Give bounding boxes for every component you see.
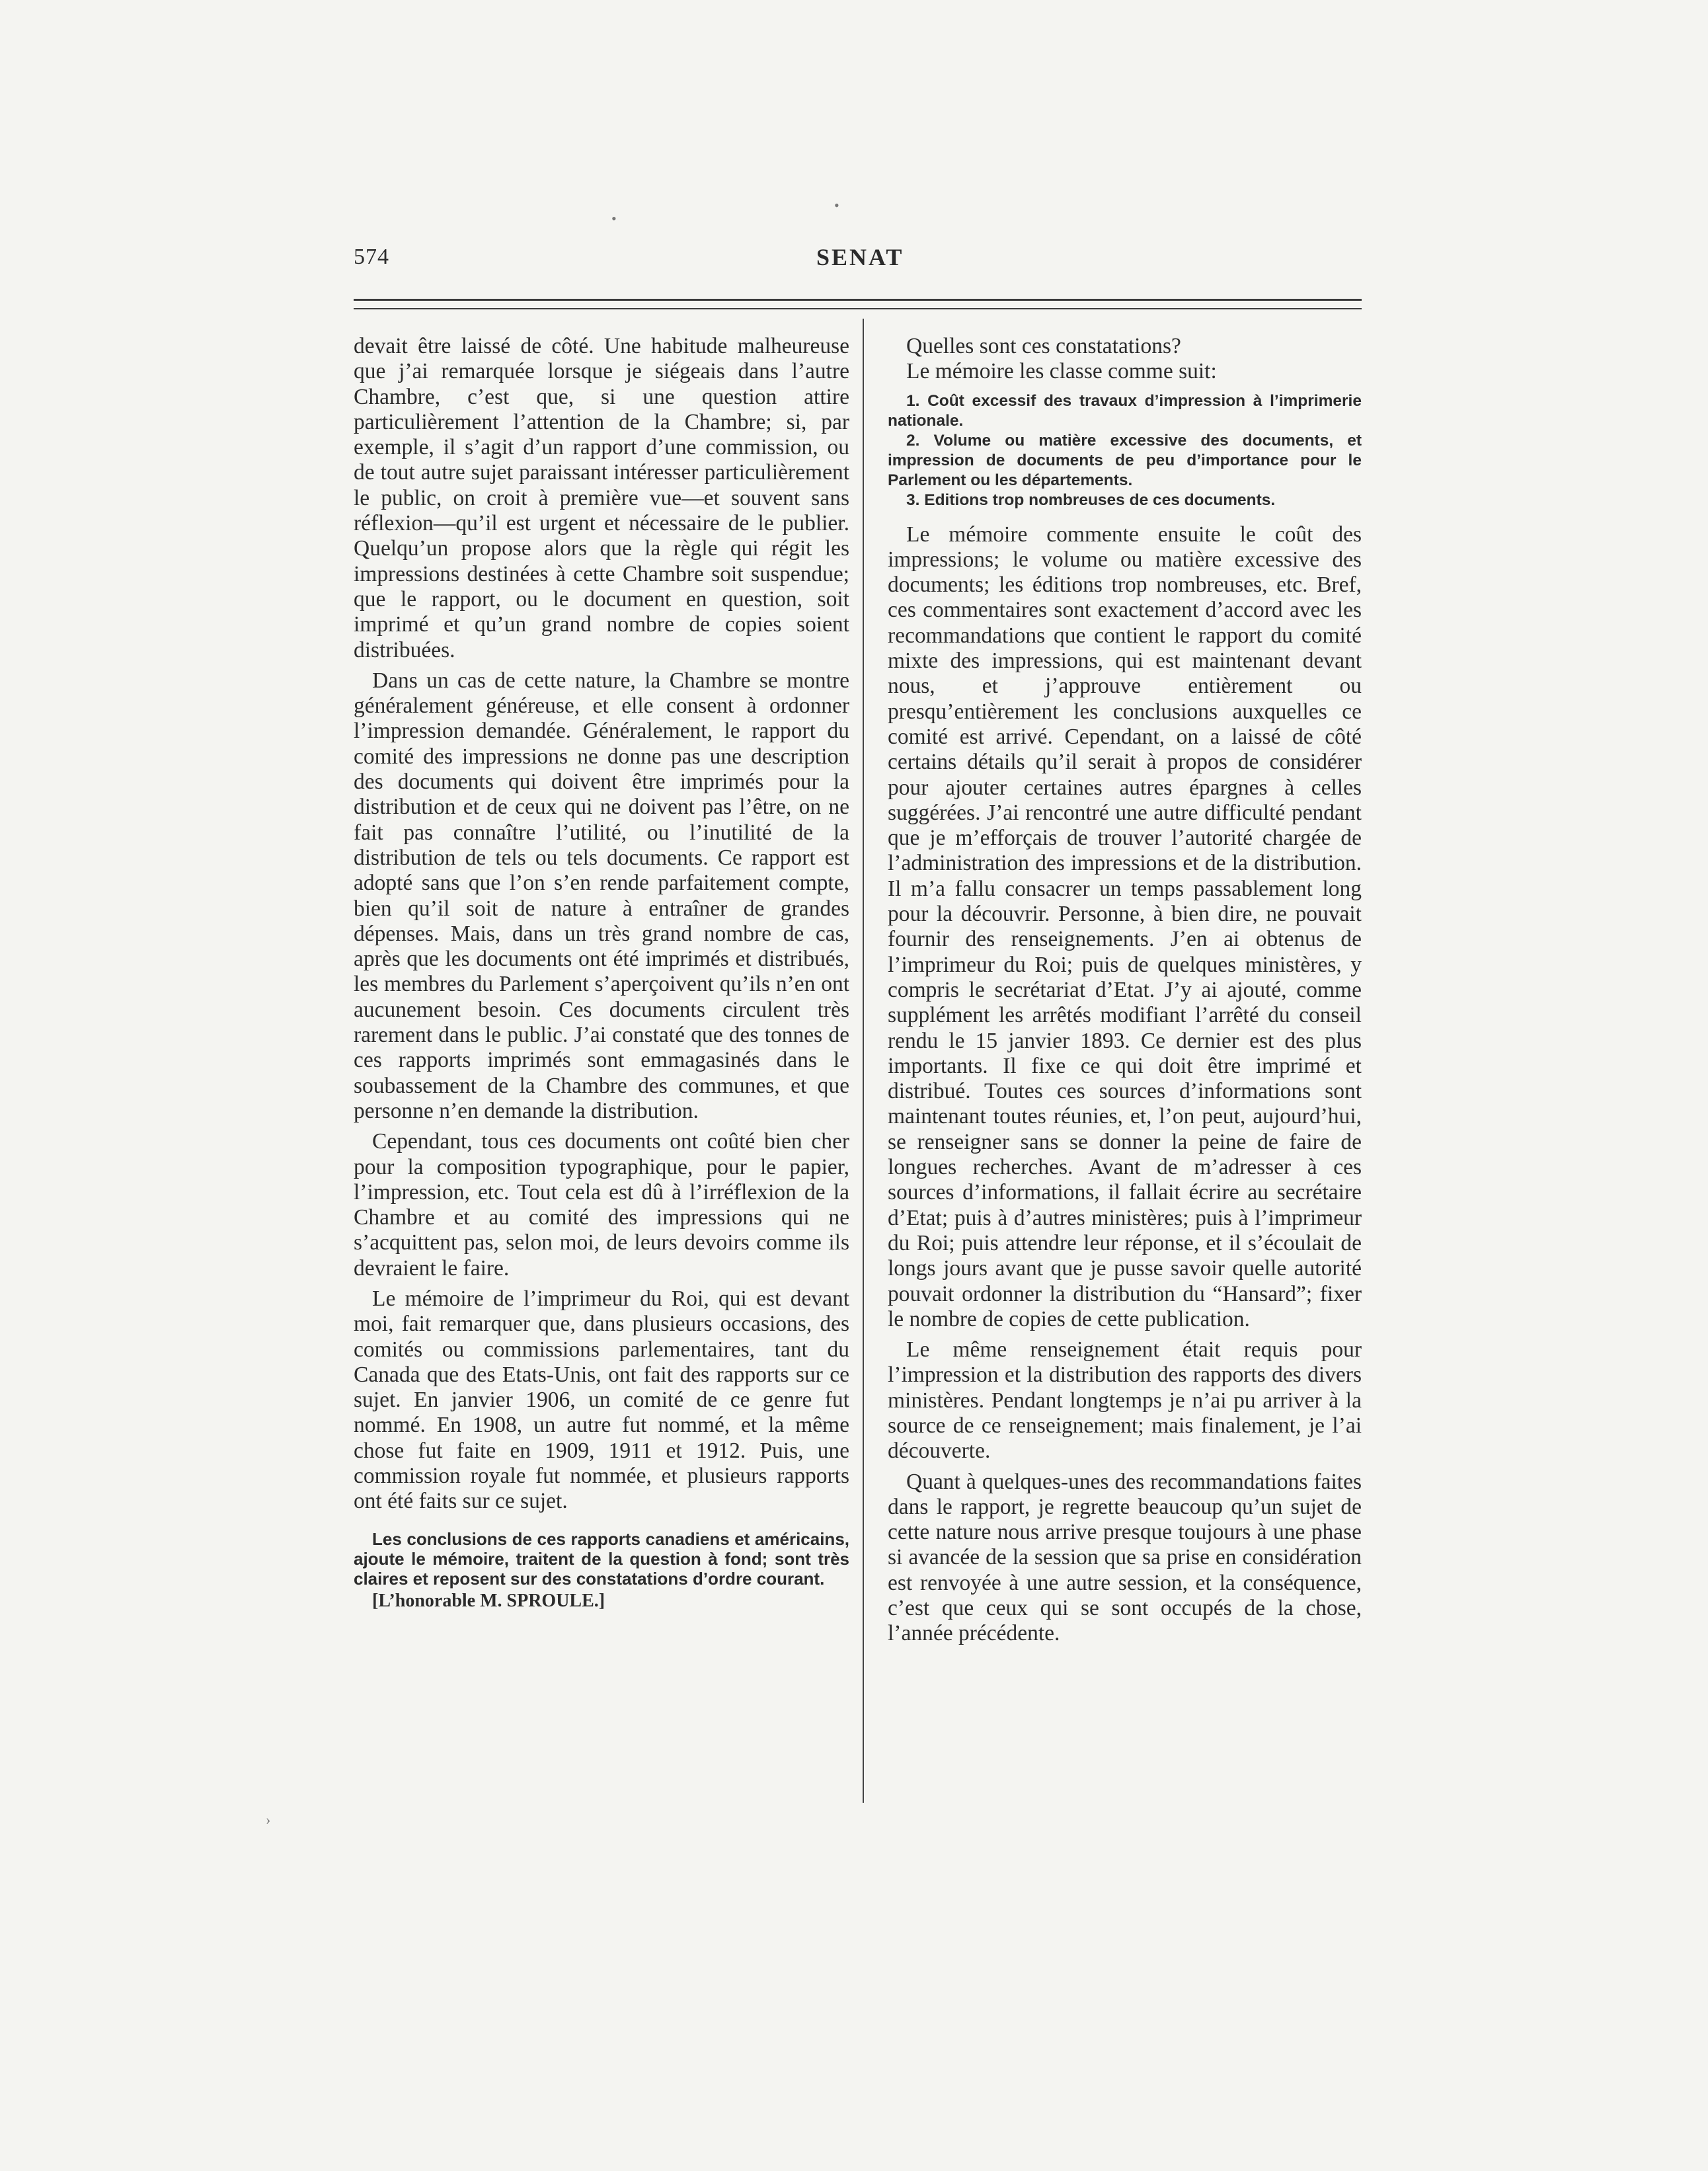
body-paragraph: devait être laissé de côté. Une habitude malheureuse que j’ai remarquée lorsque je siégeais dans l’autre Chambre, c’est que, si une question attire particulièrement l’attention de la Chambre; si, par exemple, il s’agit d’un rapport d’une commission, ou de tout autre sujet paraissant intéresser particulièrement le public, on croit à première vue—et souvent sans réflexion—qu’il est urgent et nécessaire de le publier. Quelqu’un propose alors que la règle qui régit les impressions destinées à cette Chambre soit suspendue; que le rapport, ou le document en question, soit imprimé et qu’un grand nombre de copies soient distribuées. [354, 334, 849, 662]
intro-line: Quelles sont ces constatations? [906, 334, 1181, 358]
body-paragraph: Dans un cas de cette nature, la Chambre se montre généralement généreuse, et elle consent à ordonner l’impression demandée. Généralement, le rapport du comité des impressions ne donne pas une description des documents qui doivent être imprimés pour la distribution et de ceux qui ne doivent pas l’être, on ne fait pas connaître l’utilité, ou l’inutilité de la distribution de tels ou tels documents. Ce rapport est adopté sans que l’on s’en rende parfaitement compte, bien qu’il soit de nature à entraîner de grandes dépenses. Mais, dans un très grand nombre de cas, après que les documents ont été imprimés et distribués, les membres du Parlement s’aperçoivent qu’ils n’en ont aucunement besoin. Ces documents circulent très rarement dans le public. J’ai constaté que des tonnes de ces rapports imprimés sont emmagasinés dans le soubassement de la Chambre des communes, et que personne n’en demande la distribution. [354, 668, 849, 1123]
quoted-note: Les conclusions de ces rapports canadiens et américains, ajoute le mémoire, traitent de la question à fond; sont très claires et reposent sur des constatations d’ordre courant. [354, 1528, 849, 1589]
body-paragraph: Le mémoire commente ensuite le coût des impressions; le volume ou matière excessive des documents; les éditions trop nombreuses, etc. Bref, ces commentaires sont exactement d’accord avec les recommandations que contient le rapport du comité mixte des impressions, qui est maintenant devant nous, et j’approuve entièrement ou presqu’entièrement les conclusions auxquelles ce comité est arrivé. Cependant, on a laissé de côté certains détails qu’il serait à propos de considérer pour ajouter certaines autres épargnes à celles suggérées. J’ai rencontré une autre difficulté pendant que je m’efforçais de trouver l’autorité chargée de l’administration des impressions et de la distribution. Il m’a fallu consacrer un temps passablement long pour la découvrir. Personne, à bien dire, ne pouvait fournir des renseignements. J’en ai obtenus de l’imprimeur du Roi; puis de quelques ministères, y compris le secrétariat d’Etat. J’y ai ajouté, comme supplément les arrêtés modifiant l’arrêté du conseil rendu le 15 janvier 1893. Ce dernier est des plus importants. Il fixe ce qui doit être imprimé et distribué. Toutes ces sources d’informations sont maintenant toutes réunies, et, l’on peut, aujourd’hui, se renseigner sans se donner la peine de faire de longues recherches. Avant de m’adresser à ces sources d’informations, il fallait écrire au secrétaire d’Etat; puis à d’autres ministères; puis à l’imprimeur du Roi; puis attendre leur réponse, et il s’écoulait de longs jours avant que je pusse savoir quelle autorité pouvait ordonner la distribution du “Hansard”; fixer le nombre de copies de cette publication. [888, 522, 1362, 1331]
scan-mark: • [611, 210, 617, 227]
header-rule [354, 299, 1362, 301]
body-paragraph: Le mémoire de l’imprimeur du Roi, qui est devant moi, fait remarquer que, dans plusieurs occasions, des comités ou commissions parlementaires, tant du Canada que des Etats-Unis, ont fait des rapports sur ce sujet. En janvier 1906, un comité de ce genre fut nommé. En 1908, un autre fut nommé, et la même chose fut faite en 1909, 1911 et 1912. Puis, une commission royale fut nommée, et plusieurs rapports ont été faits sur ce sujet. [354, 1286, 849, 1514]
intro-line: Le mémoire les classe comme suit: [906, 359, 1217, 384]
findings-list [888, 391, 1362, 510]
body-paragraph: Cependant, tous ces documents ont coûté bien cher pour la composition typographique, pour le papier, l’impression, etc. Tout cela est dû à l’irréflexion de la Chambre et au comité des impressions qui ne s’acquittent pas, selon moi, de leurs devoirs comme ils devraient le faire. [354, 1129, 849, 1281]
list-item: 1. Coût excessif des travaux d’impression à l’imprimerie nationale. [888, 391, 1362, 430]
left-column [354, 334, 849, 1614]
right-column [888, 334, 1362, 1647]
body-paragraph: Quant à quelques-unes des recommandations faites dans le rapport, je regrette beaucoup qu’un sujet de cette nature nous arrive presque toujours à une phase si avancée de la session que sa prise en considération est renvoyée à une autre session, et la conséquence, c’est que ceux qui se sont occupés de la chose, l’année précédente. [888, 1469, 1362, 1646]
list-item: 2. Volume ou matière excessive des documents, et impression de documents de peu d’importance pour le Parlement ou les départements. [888, 431, 1362, 489]
scan-mark: › [266, 1811, 271, 1828]
speaker-attribution: [L’honorable M. SPROULE.] [372, 1590, 605, 1611]
body-paragraph: Le même renseignement était requis pour l’impression et la distribution des rapports des divers ministères. Pendant longtemps je n’ai pu arriver à la source de ce renseignement; mais finalement, je l’ai découverte. [888, 1337, 1362, 1464]
page-number: 574 [354, 245, 389, 269]
column-divider [863, 319, 864, 1803]
header-rule-secondary [354, 308, 1362, 309]
scan-mark: • [834, 197, 839, 214]
running-head: SENAT [816, 244, 904, 270]
list-item: 3. Editions trop nombreuses de ces documents. [906, 491, 1276, 509]
